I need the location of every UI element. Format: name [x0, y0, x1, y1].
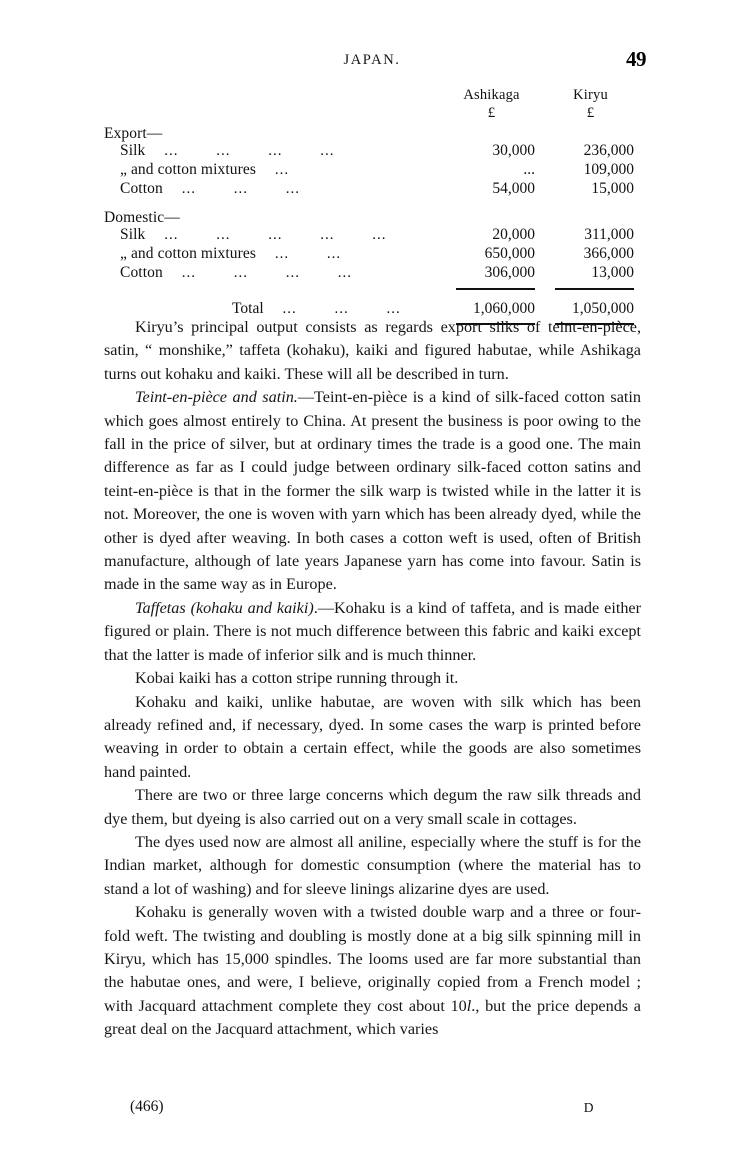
leader-dots: ... [268, 142, 283, 159]
leader-dots: ... [285, 265, 300, 281]
table-cell-value: 54,000 [492, 179, 535, 197]
running-head-title: JAPAN. [343, 52, 401, 68]
table-row [104, 160, 640, 179]
leader-dots: ... [181, 180, 196, 197]
table-cell-value: 650,000 [484, 245, 535, 262]
leader-dots: ... [386, 300, 401, 317]
leader-dots: ... [326, 246, 342, 262]
pounds-abbreviation: l [466, 996, 472, 1015]
leader-dots: ... [320, 227, 335, 243]
table-group-heading: Export— [104, 124, 163, 142]
table-total-label: Total ... ... ... [104, 294, 442, 318]
table-row-label: „ and cotton mixtures ... [104, 160, 442, 179]
table-row-label: Silk ... ... ... ... [104, 141, 442, 160]
leader-dots: ... [233, 180, 248, 197]
paragraph-lead-italic: Teint-en-pièce and satin. [135, 388, 298, 407]
body-paragraph: Kobai kaiki has a cotton stripe running through it. [135, 669, 459, 688]
table-total-value: 1,050,000 [572, 299, 634, 317]
paragraph-lead-italic: Taffetas (kohaku and kaiki) [135, 598, 314, 617]
table-cell-value: 311,000 [584, 226, 634, 243]
body-paragraph: Teint-en-pièce and satin.—Teint-en-pièce is a kind of silk-faced cotton satin which goes almost entirely to China. At present the business is poor owing to the fall in the price of silver, but at ordinary times the trade is a good one. The main difference as far as I could judge between ordinary silk-faced cotton satins and teint-en-pièce is that in the former the silk warp is twisted while in the latter it is not. Moreover, the one is woven with yarn which has been already dyed, while the other is dyed after weaving. In both cases a cotton weft is used, often of British manufacture, although of late years Japanese yarn has come into favour. Satin is made in the same way as in Europe. [104, 388, 641, 594]
page-number: 49 [626, 47, 646, 71]
table-total-row [104, 294, 640, 318]
body-paragraph: Kohaku and kaiki, unlike habutae, are woven with silk which has been already refined and, if necessary, dyed. In some cases the warp is printed before weaving in order to obtain a certain effect, while the goods are also sometimes hand painted. [104, 692, 641, 781]
body-text [104, 316, 641, 1042]
table-row [104, 264, 640, 283]
table-row [104, 141, 640, 160]
leader-dots: ... [274, 161, 290, 178]
table-rule-above-total [104, 283, 640, 294]
footer-signature-mark: D [583, 1100, 594, 1115]
leader-dots: ... [282, 300, 297, 317]
table-cell-value: 13,000 [591, 264, 634, 281]
currency-symbol: £ [586, 104, 595, 121]
leader-dots: ... [285, 180, 300, 197]
trade-statistics-table [104, 88, 640, 325]
table-row-label: Cotton ... ... ... ... [104, 264, 442, 283]
leader-dots: ... [164, 227, 179, 243]
table-cell-value: 306,000 [484, 264, 535, 281]
leader-dots: ... [274, 246, 290, 262]
table-body [104, 106, 640, 325]
leader-dots: ... [181, 265, 196, 281]
table-row [104, 226, 640, 245]
table-spacer [104, 198, 640, 207]
table-group-heading: Domestic— [104, 209, 180, 226]
leader-dots: ... [268, 227, 283, 243]
leader-dots: ... [216, 142, 231, 159]
table-total-value: 1,060,000 [473, 299, 535, 317]
footer-catchword: (466) [130, 1098, 164, 1115]
leader-dots: ... [320, 142, 335, 159]
leader-dots: ... [164, 142, 179, 159]
running-head [104, 47, 646, 74]
table-group-heading-row [104, 207, 640, 226]
table-header-currency [104, 106, 640, 123]
table-row-label: Silk ... ... ... ... ... [104, 226, 442, 245]
table-row [104, 245, 640, 264]
table-group-heading-row [104, 123, 640, 142]
leader-dots: ... [334, 300, 349, 317]
page-footer [104, 1098, 640, 1122]
column-header-kiryu: Kiryu [573, 87, 608, 103]
table-row-label: „ and cotton mixtures ... ... [104, 245, 442, 264]
table-cell-value: 366,000 [583, 245, 634, 262]
leader-dots: ... [372, 227, 387, 243]
leader-dots: ... [216, 227, 231, 243]
table-cell-value: 109,000 [583, 160, 634, 178]
table-cell-value: 236,000 [583, 141, 634, 159]
table-cell-value: 15,000 [591, 179, 634, 197]
table-header-regions [104, 88, 640, 106]
leader-dots: ... [233, 265, 248, 281]
table-cell-value: ... [523, 160, 535, 178]
body-paragraph: Kohaku is generally woven with a twisted double warp and a three or four-fold weft. The twisting and doubling is mostly done at a big silk spinning mill in Kiryu, which has 15,000 spindles. The looms used are far more substantial than the habutae ones, and were, I believe, originally copied from a French model ; with Jacquard attachment complete they cost about 10l., but the price depends a great deal on the Jacquard attachment, which varies [104, 903, 641, 1039]
body-paragraph: The dyes used now are almost all aniline, especially where the stuff is for the Indian market, although for domestic consumption (where the material has to stand a lot of washing) and for sleeve linings alizarine dyes are used. [104, 832, 641, 898]
table-cell-value: 20,000 [492, 226, 535, 243]
body-paragraph: There are two or three large concerns which degum the raw silk threads and dye them, but dyeing is also carried out on a very small scale in cottages. [104, 786, 641, 828]
body-paragraph: Kiryu’s principal output consists as regards export silks of teint-en-pièce, satin, “ monshike,” taffeta (kohaku), kaiki and figured habutae, while Ashikaga turns out kohaku and kaiki. These will all be described in turn. [104, 318, 641, 383]
currency-symbol: £ [487, 104, 496, 121]
table-cell-value: 30,000 [492, 141, 535, 159]
table-row-label: Cotton ... ... ... [104, 179, 442, 198]
leader-dots: ... [337, 265, 352, 281]
table-row [104, 179, 640, 198]
column-header-ashikaga: Ashikaga [463, 87, 520, 103]
body-paragraph: Taffetas (kohaku and kaiki).—Kohaku is a kind of taffeta, and is made either figured or plain. There is not much difference between this fabric and kaiki except that the latter is made of inferior silk and is much thinner. [104, 598, 641, 664]
